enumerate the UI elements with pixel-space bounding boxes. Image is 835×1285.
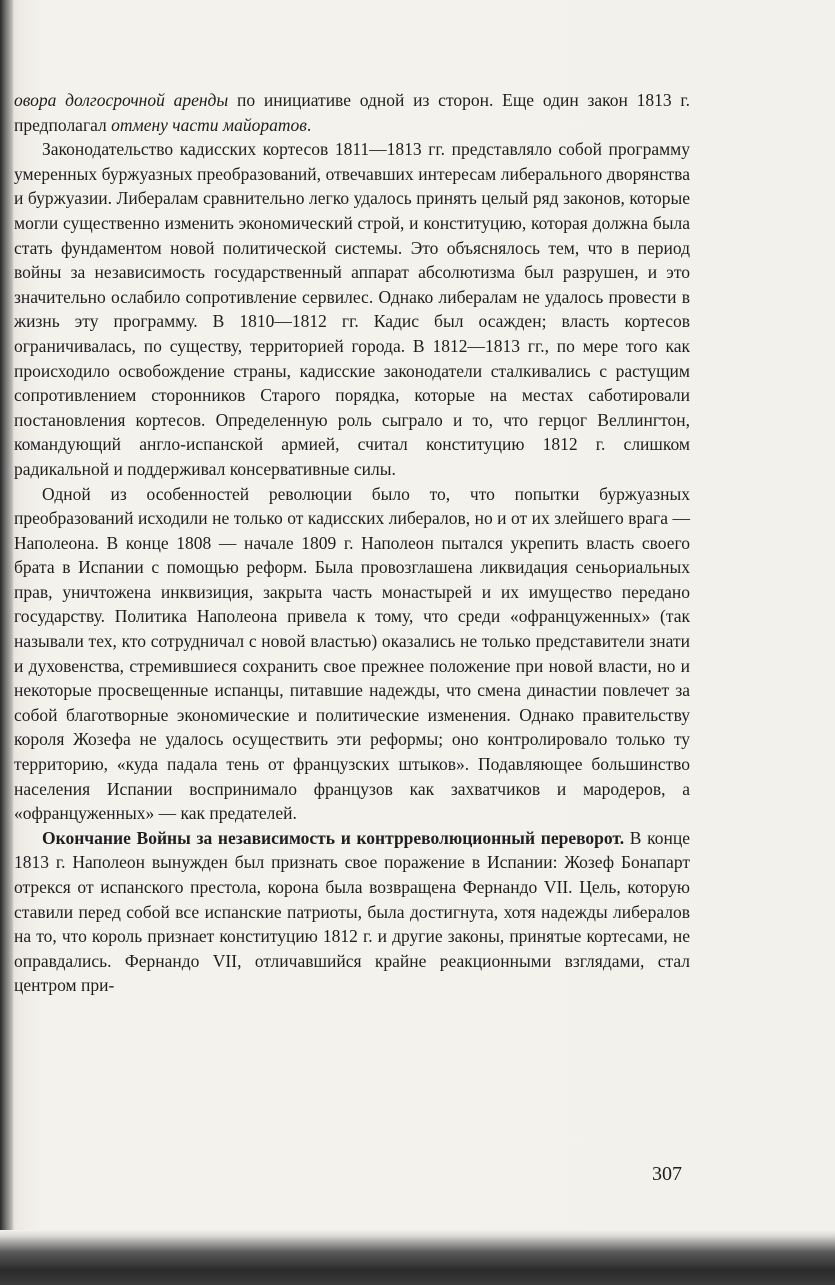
paragraph-1-italic-lead: овора долгосрочной аренды xyxy=(14,90,229,110)
scan-bottom-edge xyxy=(0,1230,835,1285)
paragraph-4 xyxy=(14,826,690,998)
paragraph-2: Законодательство кадисских кортесов 1811—1813 гг. представляло собой программу умеренных буржуазных преобразований, отвечавших интересам либерального дворянства и буржуазии. Либералам сравнительно легко удалось принять целый ряд законов, которые могли существенно изменить экономический строй, и конституцию, которая должна была стать фундаментом новой политической системы. Это объяснялось тем, что в период войны за независимость государственный аппарат абсолютизма был разрушен, и это значительно ослабило сопротивление сервилес. Однако либералам не удалось провести в жизнь эту программу. В 1810—1812 гг. Кадис был осажден; власть кортесов ограничивалась, по существу, территорией города. В 1812—1813 гг., по мере того как происходило освобождение страны, кадисские законодатели сталкивались с растущим сопротивлением сторонников Старого порядка, которые на местах саботировали постановления кортесов. Определенную роль сыграло и то, что герцог Веллингтон, командующий англо-испанской армией, считал конституцию 1812 г. слишком радикальной и поддерживал консервативные силы. xyxy=(14,139,690,479)
page-body-text xyxy=(14,88,690,998)
paragraph-3: Одной из особенностей революции было то, что попытки буржуазных преобразований исходили не только от кадисских либералов, но и от их злейшего врага — Наполеона. В конце 1808 — начале 1809 г. Наполеон пытался укрепить власть своего брата в Испании с помощью реформ. Была провозглашена ликвидация сеньориальных прав, уничтожена инквизиция, закрыта часть монастырей и их имущество передано государству. Политика Наполеона привела к тому, что среди «офранцуженных» (так называли тех, кто сотрудничал с новой властью) оказались не только представители знати и духовенства, стремившиеся сохранить свое прежнее положение при новой власти, но и некоторые просвещенные испанцы, питавшие надежды, что смена династии повлечет за собой благотворные экономические и политические изменения. Однако правительству короля Жозефа не удалось осуществить эти реформы; оно контролировало только ту территорию, «куда падала тень от французских штыков». Подавляющее большинство населения Испании воспринимало французов как захватчиков и мародеров, а «офранцуженных» — как предателей. xyxy=(14,483,690,824)
paragraph-1 xyxy=(14,88,690,137)
section-heading: Окончание Войны за независимость и контрреволюционный переворот. xyxy=(42,827,625,848)
paragraph-4-text: В конце 1813 г. Наполеон вынужден был признать свое поражение в Испании: Жозеф Бонапарт отрекся от испанского престола, корона была возвращена Фернандо VII. Цель, которую ставили перед собой все испанские патриоты, была достигнута, хотя надежды либералов на то, что король признает конституцию 1812 г. и другие законы, принятые кортесами, не оправдались. Фернандо VII, отличавшийся крайне реакционными взглядами, стал центром при- xyxy=(14,827,690,996)
paragraph-1-end: . xyxy=(306,114,312,135)
paragraph-1-italic-term: отмену части майоратов xyxy=(111,114,307,135)
paragraph-1-text: по инициативе одной из сторон. Еще один закон 1813 г. предполагал xyxy=(14,90,690,135)
page-number: 307 xyxy=(652,1163,682,1185)
book-spine-shadow xyxy=(0,0,14,1230)
